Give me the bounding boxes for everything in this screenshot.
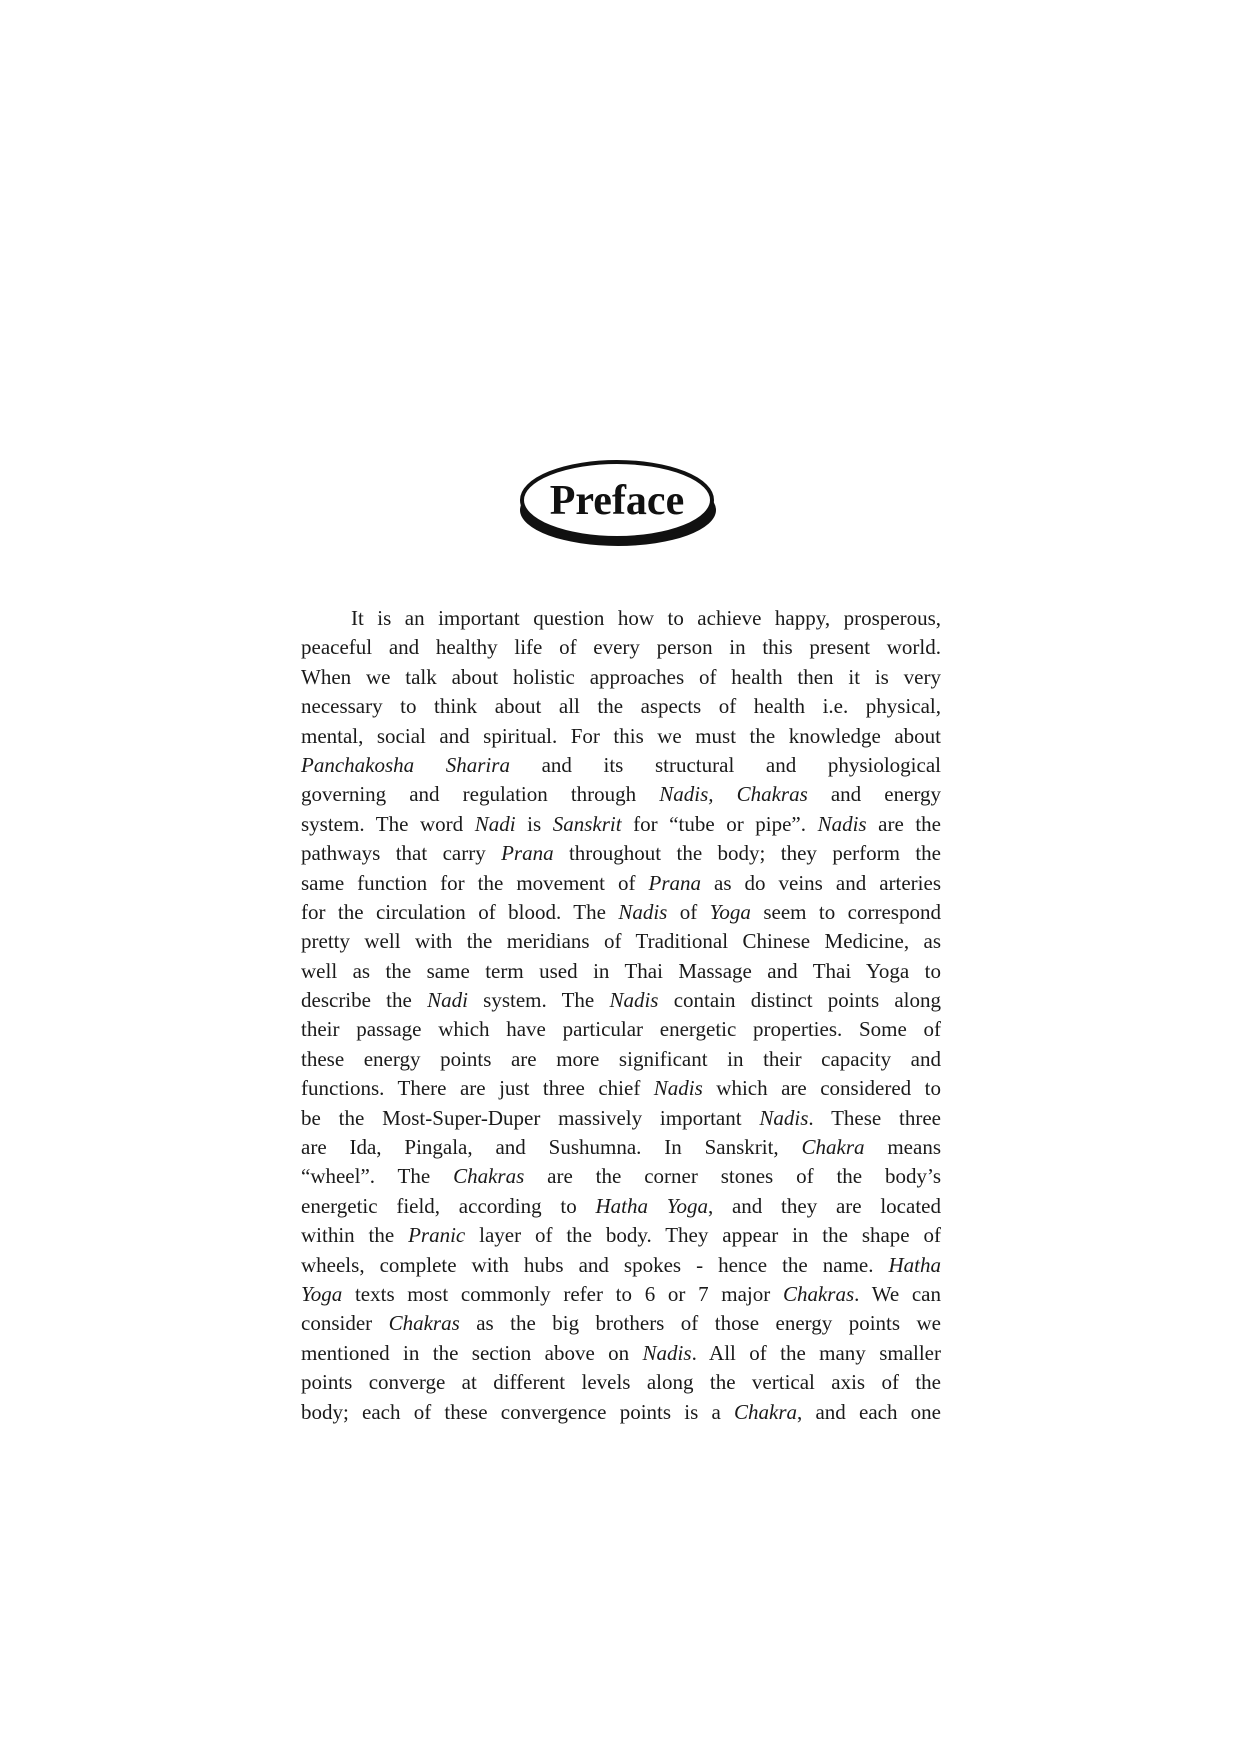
text-run: pretty well with the meridians of Traditional Chinese Medicine, as xyxy=(301,929,941,954)
text-run: as the big brothers of those energy points we xyxy=(459,1311,941,1336)
text-run: be the Most-Super-Duper massively important xyxy=(301,1105,760,1130)
italic-term: Chakras xyxy=(388,1311,460,1336)
text-line xyxy=(301,1192,941,1221)
text-run: It is an important question how to achieve happy, prosperous, xyxy=(351,606,941,630)
text-line xyxy=(301,839,941,868)
italic-term: Nadis xyxy=(642,1340,692,1365)
text-run: within the xyxy=(301,1223,409,1248)
text-run: which are considered to xyxy=(702,1076,941,1101)
text-run: , and each one xyxy=(797,1399,942,1424)
italic-term: Chakras xyxy=(453,1164,525,1189)
italic-term: Nadis xyxy=(609,988,659,1013)
text-line xyxy=(301,780,941,809)
text-line xyxy=(301,927,941,956)
text-run: are the xyxy=(866,811,941,836)
text-run: pathways that carry xyxy=(301,841,502,866)
text-line xyxy=(301,957,941,986)
text-line xyxy=(301,1104,941,1133)
italic-term: Nadi xyxy=(474,811,516,836)
text-run: and its structural and physiological xyxy=(509,752,941,777)
text-line xyxy=(301,1133,941,1162)
text-run: are the corner stones of the body’s xyxy=(524,1164,942,1189)
text-run: for the circulation of blood. The xyxy=(301,899,619,924)
italic-term: Yoga xyxy=(709,899,751,924)
italic-term: Nadis, Chakras xyxy=(659,782,808,807)
text-run: layer of the body. They appear in the shape of xyxy=(465,1223,941,1248)
italic-term: Nadis xyxy=(759,1105,809,1130)
text-line xyxy=(301,1368,941,1397)
italic-term: Yoga xyxy=(301,1281,343,1306)
italic-term: Hatha xyxy=(888,1252,941,1277)
text-run: means xyxy=(864,1135,941,1160)
text-run: and energy xyxy=(807,782,941,807)
text-line xyxy=(301,1074,941,1103)
italic-term: Nadis xyxy=(817,811,867,836)
text-line xyxy=(301,869,941,898)
italic-term: Chakras xyxy=(782,1281,855,1306)
text-run: consider xyxy=(301,1311,389,1336)
preface-body-paragraph xyxy=(301,604,941,1427)
italic-term: Nadi xyxy=(427,988,468,1013)
text-run: . All of the many smaller xyxy=(691,1340,941,1365)
text-run: , and they are located xyxy=(707,1193,941,1218)
text-run: same function for the movement of xyxy=(301,870,649,895)
italic-term: Nadis xyxy=(618,899,668,924)
text-line xyxy=(301,663,941,692)
text-run: functions. There are just three chief xyxy=(301,1076,654,1101)
italic-term: Chakra xyxy=(734,1399,798,1424)
italic-term: Chakra xyxy=(801,1135,865,1160)
text-run: . We can xyxy=(854,1281,941,1306)
text-run: for “tube or pipe”. xyxy=(621,811,818,836)
preface-title-badge xyxy=(518,458,722,550)
text-line xyxy=(301,898,941,927)
italic-term: Hatha Yoga xyxy=(595,1193,708,1218)
text-line xyxy=(301,751,941,780)
text-line xyxy=(301,604,941,633)
text-run: When we talk about holistic approaches of health then it is very xyxy=(301,664,941,689)
italic-term: Prana xyxy=(501,841,554,866)
text-line xyxy=(301,1339,941,1368)
text-line xyxy=(301,692,941,721)
text-run: is xyxy=(515,811,553,836)
text-run: mentioned in the section above on xyxy=(301,1340,643,1365)
text-line xyxy=(301,1045,941,1074)
text-run: energetic field, according to xyxy=(301,1193,596,1218)
text-line xyxy=(301,1015,941,1044)
text-run: contain distinct points along xyxy=(658,988,942,1013)
text-line xyxy=(301,1398,941,1427)
text-run: mental, social and spiritual. For this we must the knowledge about xyxy=(301,723,941,748)
text-line xyxy=(301,1280,941,1309)
text-run: their passage which have particular energetic properties. Some of xyxy=(301,1017,941,1042)
italic-term: Sanskrit xyxy=(552,811,622,836)
text-run: texts most commonly refer to 6 or 7 major xyxy=(342,1281,783,1306)
text-run: points converge at different levels along the vertical axis of the xyxy=(301,1370,941,1395)
text-line xyxy=(301,810,941,839)
text-line xyxy=(301,986,941,1015)
text-run: governing and regulation through xyxy=(301,782,660,807)
text-run: as do veins and arteries xyxy=(701,870,941,895)
text-run: of xyxy=(667,899,710,924)
text-run: throughout the body; they perform the xyxy=(553,841,941,866)
italic-term: Panchakosha Sharira xyxy=(301,752,510,777)
text-run: wheels, complete with hubs and spokes - hence the name. xyxy=(301,1252,889,1277)
text-run: necessary to think about all the aspects of health i.e. physical, xyxy=(301,694,941,719)
text-run: body; each of these convergence points is a xyxy=(301,1399,735,1424)
text-line xyxy=(301,722,941,751)
text-line xyxy=(301,1251,941,1280)
text-run: are Ida, Pingala, and Sushumna. In Sanskrit, xyxy=(301,1135,802,1160)
text-run: well as the same term used in Thai Massage and Thai Yoga to xyxy=(301,958,941,983)
page-title: Preface xyxy=(549,478,685,524)
italic-term: Nadis xyxy=(653,1076,703,1101)
text-run: “wheel”. The xyxy=(301,1164,454,1189)
text-line xyxy=(301,1309,941,1338)
text-line xyxy=(301,1162,941,1191)
text-run: describe the xyxy=(301,988,428,1013)
text-run: peaceful and healthy life of every person in this present world. xyxy=(301,635,941,660)
text-run: these energy points are more significant in their capacity and xyxy=(301,1046,941,1071)
italic-term: Pranic xyxy=(408,1223,466,1248)
italic-term: Prana xyxy=(648,870,701,895)
text-line xyxy=(301,633,941,662)
text-line xyxy=(301,1221,941,1250)
text-run: seem to correspond xyxy=(750,899,941,924)
text-run: system. The xyxy=(467,988,610,1013)
text-run: system. The word xyxy=(301,811,475,836)
text-run: . These three xyxy=(808,1105,942,1130)
